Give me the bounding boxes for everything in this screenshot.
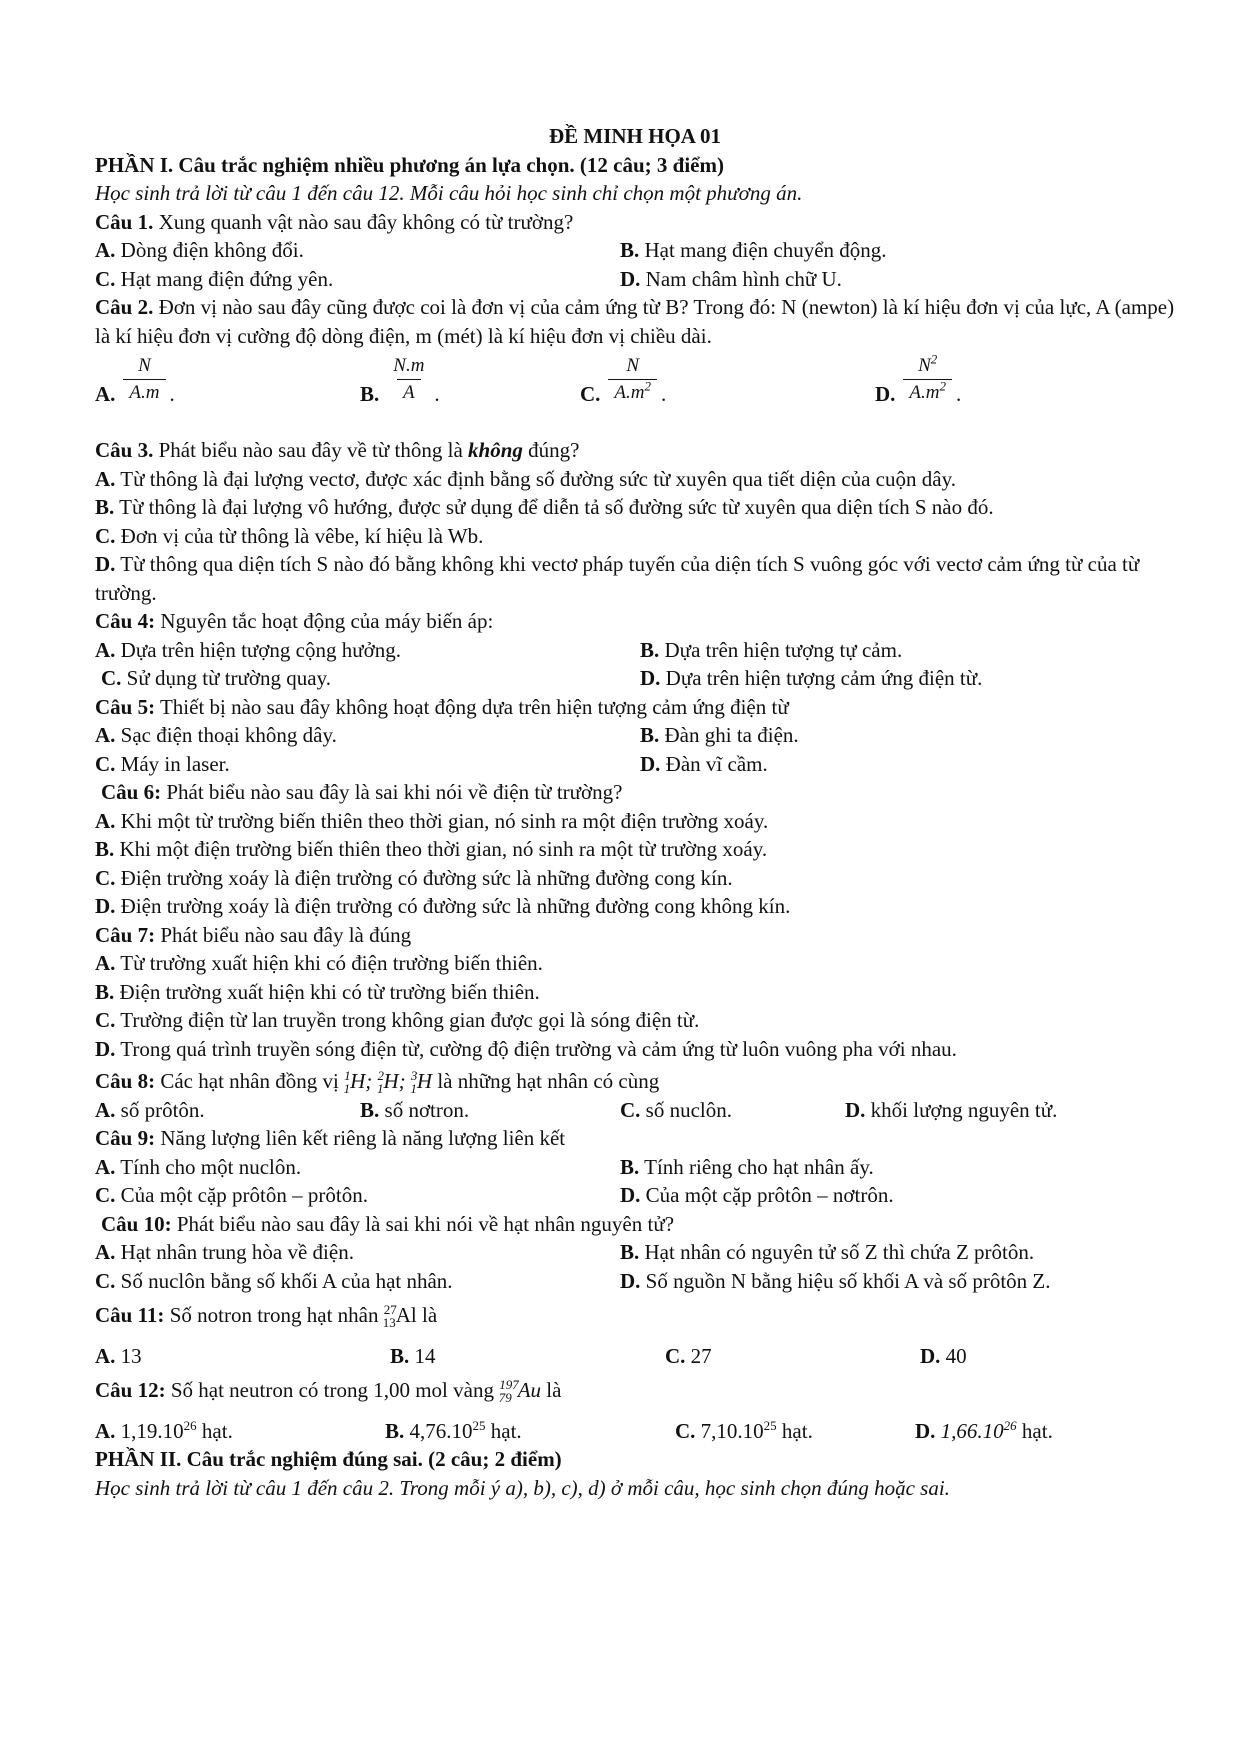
- option-text: 14: [414, 1343, 436, 1368]
- option-letter: C.: [620, 1097, 641, 1122]
- mass-number: 197: [499, 1377, 519, 1392]
- option-letter: B.: [620, 1240, 640, 1264]
- option-unit: hạt.: [776, 1418, 813, 1443]
- question-5: [95, 693, 1175, 722]
- question-9: [95, 1124, 1175, 1153]
- q12-option-b: [385, 1417, 675, 1446]
- option-text: Của một cặp prôtôn – prôtôn.: [120, 1183, 368, 1207]
- q1-options-row2: [95, 265, 1175, 294]
- question-emphasis: không: [468, 438, 523, 462]
- question-label: Câu 10:: [101, 1211, 172, 1236]
- option-exponent: 26: [183, 1417, 197, 1433]
- option-letter: D.: [620, 1268, 641, 1293]
- option-letter: A.: [95, 1240, 116, 1264]
- option-base: 1,66.10: [940, 1418, 1004, 1443]
- option-text: Dựa trên hiện tượng cảm ứng điện từ.: [665, 666, 983, 690]
- option-letter: C.: [95, 1183, 116, 1207]
- option-text: 27: [690, 1343, 712, 1368]
- q9-options-row1: [95, 1153, 1175, 1182]
- option-letter: B.: [360, 1097, 380, 1122]
- question-3: [95, 436, 1175, 465]
- q2-option-b: B. $\frac{N.m}{A}$ .: [360, 359, 580, 408]
- question-text-end: là: [546, 1378, 562, 1402]
- q5-option-c: [95, 750, 640, 779]
- option-letter: D.: [640, 666, 661, 690]
- option-letter: A.: [95, 951, 116, 975]
- option-text: Trường điện từ lan truyền trong không gian được gọi là sóng điện từ.: [120, 1008, 700, 1032]
- option-letter: C.: [95, 1008, 116, 1032]
- q5-option-a: [95, 721, 640, 750]
- question-label: Câu 12:: [95, 1378, 166, 1402]
- option-letter: D.: [95, 552, 116, 576]
- q1-option-a: [95, 236, 620, 265]
- q4-option-c: [95, 664, 640, 693]
- option-exponent: 25: [472, 1417, 486, 1433]
- option-text: Từ thông qua diện tích S nào đó bằng không khi vectơ pháp tuyến của diện tích S vuông góc với vectơ cảm ứng từ của từ trường.: [95, 552, 1140, 605]
- fraction: [123, 355, 165, 404]
- question-text: Số hạt neutron có trong 1,00 mol vàng: [165, 1378, 500, 1402]
- option-text: Số nuclôn bằng số khối A của hạt nhân.: [120, 1268, 453, 1293]
- q9-option-a: [95, 1153, 620, 1182]
- question-label: Câu 7:: [95, 922, 156, 947]
- separator: ;: [365, 1069, 373, 1093]
- option-letter: A.: [95, 238, 116, 262]
- q11-option-a: [95, 1342, 390, 1371]
- atomic-number: 79: [498, 1390, 512, 1406]
- mass-number: 27: [383, 1302, 397, 1317]
- option-text: Khi một điện trường biến thiên theo thời gian, nó sinh ra một từ trường xoáy.: [119, 837, 768, 861]
- q8-option-a: [95, 1096, 360, 1125]
- q8-options: [95, 1096, 1175, 1125]
- option-letter: D.: [845, 1097, 866, 1122]
- option-letter: B.: [390, 1343, 410, 1368]
- question-text: Năng lượng liên kết riêng là năng lượng liên kết: [155, 1126, 566, 1150]
- option-letter: D.: [620, 1183, 641, 1207]
- q10-option-a: [95, 1238, 620, 1267]
- atomic-number: 1: [410, 1081, 417, 1097]
- option-text: Trong quá trình truyền sóng điện từ, cường độ điện trường và cảm ứng từ luôn vuông pha với nhau.: [120, 1036, 957, 1061]
- question-12: [95, 1376, 1175, 1405]
- q6-option-b: [95, 835, 1175, 864]
- option-text: Hạt nhân trung hòa về điện.: [120, 1240, 354, 1264]
- q1-option-c: [95, 265, 620, 294]
- part1-instruction: Học sinh trả lời từ câu 1 đến câu 12. Mỗi câu hỏi học sinh chỉ chọn một phương án.: [95, 181, 803, 205]
- q3-option-c: [95, 522, 1175, 551]
- denominator-exponent: 2: [939, 378, 946, 394]
- numerator-exponent: 2: [930, 351, 938, 367]
- option-letter: C.: [665, 1343, 686, 1368]
- option-letter: A.: [95, 723, 116, 747]
- atomic-number: 13: [382, 1315, 396, 1331]
- mass-number: 2: [377, 1068, 384, 1083]
- element-symbol: Al: [395, 1303, 417, 1327]
- q7-option-c: [95, 1006, 1175, 1035]
- option-text: Số nguồn N bằng hiệu số khối A và số prôtôn Z.: [645, 1268, 1051, 1293]
- option-letter: B.: [95, 837, 115, 861]
- option-base: 4,76.10: [409, 1418, 473, 1443]
- question-text-end: là những hạt nhân có cùng: [437, 1069, 660, 1093]
- question-text-end: là: [416, 1303, 438, 1327]
- nuclide: [382, 1302, 417, 1331]
- option-text: 40: [945, 1343, 967, 1368]
- q11-option-c: [665, 1342, 920, 1371]
- question-6: [95, 778, 1175, 807]
- q10-options-row2: [95, 1267, 1175, 1296]
- question-text: Thiết bị nào sau đây không hoạt động dựa trên hiện tượng cảm ứng điện từ: [155, 694, 789, 719]
- option-letter: A.: [95, 381, 116, 406]
- question-text: Phát biểu nào sau đây là sai khi nói về điện từ trường?: [161, 780, 623, 804]
- option-letter: C.: [95, 523, 116, 548]
- option-text: Hạt nhân có nguyên tử số Z thì chứa Z prôtôn.: [644, 1240, 1035, 1264]
- question-1: [95, 208, 1175, 237]
- q4-options-row2: [95, 664, 1175, 693]
- option-text: Sạc điện thoại không dây.: [120, 723, 337, 747]
- question-text: Phát biểu nào sau đây là sai khi nói về hạt nhân nguyên tử?: [171, 1211, 675, 1236]
- option-letter: C.: [675, 1418, 696, 1443]
- option-letter: C.: [95, 865, 116, 890]
- option-letter: A.: [95, 1154, 116, 1179]
- option-letter: A.: [95, 1418, 116, 1443]
- question-text: Các hạt nhân đồng vị: [155, 1069, 345, 1093]
- option-text: Khi một từ trường biến thiên theo thời gian, nó sinh ra một điện trường xoáy.: [120, 808, 769, 833]
- q1-options-row1: [95, 236, 1175, 265]
- part2-heading: PHẦN II. Câu trắc nghiệm đúng sai. (2 câu; 2 điểm): [95, 1447, 562, 1471]
- question-label: Câu 5:: [95, 694, 156, 719]
- q3-option-d: [95, 550, 1175, 607]
- option-text: Dựa trên hiện tượng tự cảm.: [664, 637, 903, 662]
- part2-instruction: Học sinh trả lời từ câu 1 đến câu 2. Trong mỗi ý a), b), c), d) ở mỗi câu, học sinh chọn đúng hoặc sai.: [95, 1475, 950, 1500]
- option-letter: D.: [95, 1036, 116, 1061]
- question-text: Số notron trong hạt nhân: [164, 1303, 384, 1327]
- fraction: [387, 355, 430, 404]
- q9-options-row2: [95, 1181, 1175, 1210]
- element-symbol: H: [416, 1069, 433, 1093]
- option-letter: D.: [620, 266, 641, 291]
- denominator: A.m: [123, 379, 165, 404]
- question-label: Câu 6:: [101, 780, 162, 804]
- option-text: Dòng điện không đổi.: [120, 238, 304, 262]
- numerator: N: [138, 355, 151, 376]
- option-text: Đơn vị của từ thông là vêbe, kí hiệu là Wb.: [120, 523, 484, 548]
- numerator: N.m: [393, 355, 425, 376]
- option-letter: B.: [95, 495, 115, 519]
- q8-option-d: [845, 1096, 1057, 1125]
- q5-options-row1: [95, 721, 1175, 750]
- option-letter: D.: [640, 751, 661, 776]
- question-label: Câu 4:: [95, 609, 156, 633]
- question-text: Phát biểu nào sau đây là đúng: [155, 922, 412, 947]
- question-7: [95, 921, 1175, 950]
- q6-option-c: [95, 864, 1175, 893]
- question-label: Câu 3.: [95, 438, 154, 462]
- fraction: [608, 355, 657, 404]
- option-letter: D.: [875, 381, 896, 406]
- part1-heading: PHẦN I. Câu trắc nghiệm nhiều phương án lựa chọn. (12 câu; 3 điểm): [95, 152, 724, 177]
- mass-number: 3: [410, 1068, 418, 1083]
- denominator: A: [397, 379, 421, 404]
- q10-option-b: [620, 1238, 1034, 1267]
- q11-option-b: [390, 1342, 665, 1371]
- option-letter: C.: [580, 381, 601, 406]
- option-exponent: 25: [763, 1417, 777, 1433]
- option-text: Đàn vĩ cầm.: [665, 751, 768, 776]
- option-text: Từ thông là đại lượng vô hướng, được sử dụng để diễn tả số đường sức từ xuyên qua diện tích S nào đó.: [119, 495, 994, 519]
- option-text: Của một cặp prôtôn – nơtrôn.: [645, 1183, 894, 1207]
- exam-page: [95, 122, 1175, 1502]
- q11-option-d: [920, 1342, 967, 1371]
- fraction: [903, 351, 952, 404]
- q1-option-b: [620, 236, 887, 265]
- option-text: Đàn ghi ta điện.: [664, 723, 799, 747]
- option-letter: A.: [95, 466, 116, 491]
- option-text: số prôtôn.: [120, 1097, 205, 1122]
- q10-option-c: [95, 1267, 620, 1296]
- option-text: Hạt mang điện đứng yên.: [120, 266, 334, 291]
- q9-option-d: [620, 1181, 894, 1210]
- denominator-base: A.m: [909, 382, 940, 403]
- element-symbol: H: [350, 1069, 366, 1093]
- q12-option-a: [95, 1417, 385, 1446]
- denominator-base: A.m: [614, 382, 645, 403]
- q5-option-d: [640, 750, 768, 779]
- atomic-number: 1: [343, 1081, 351, 1097]
- option-text: số nuclôn.: [645, 1097, 732, 1122]
- option-text: Hạt mang điện chuyển động.: [644, 238, 887, 262]
- q10-option-d: [620, 1267, 1051, 1296]
- q2-option-d: D. $\frac{N^2}{A.m^2}$ .: [875, 359, 961, 408]
- question-label: Câu 11:: [95, 1303, 165, 1327]
- q5-options-row2: [95, 750, 1175, 779]
- option-letter: B.: [385, 1418, 405, 1443]
- question-text: Phát biểu nào sau đây về từ thông là: [153, 438, 469, 462]
- q1-option-d: [620, 265, 842, 294]
- option-exponent: 26: [1003, 1417, 1017, 1433]
- option-text: Sử dụng từ trường quay.: [126, 666, 331, 690]
- option-letter: D.: [920, 1343, 941, 1368]
- question-4: [95, 607, 1175, 636]
- q5-option-b: [640, 721, 799, 750]
- question-text: Đơn vị nào sau đây cũng được coi là đơn vị của cảm ứng từ B? Trong đó: N (newton) là kí hiệu đơn vị của lực, A (ampe) là kí hiệu đơn vị cường độ dòng điện, m (mét) là kí hiệu đơn vị chiều dài.: [95, 295, 1175, 348]
- option-letter: B.: [95, 979, 115, 1004]
- question-label: Câu 2.: [95, 295, 154, 319]
- option-letter: D.: [915, 1418, 936, 1443]
- option-letter: B.: [360, 381, 380, 406]
- option-letter: A.: [95, 808, 116, 833]
- option-base: 7,10.10: [700, 1418, 764, 1443]
- mass-number: 1: [344, 1068, 351, 1083]
- option-unit: hạt.: [485, 1418, 522, 1443]
- option-letter: C.: [95, 751, 116, 776]
- option-letter: B.: [620, 238, 640, 262]
- denominator: [903, 379, 952, 404]
- option-letter: A.: [95, 1097, 116, 1122]
- q3-option-a: [95, 465, 1175, 494]
- option-letter: D.: [95, 894, 116, 918]
- q7-option-a: [95, 949, 1175, 978]
- question-label: Câu 9:: [95, 1126, 156, 1150]
- q3-option-b: [95, 493, 1175, 522]
- option-text: số nơtron.: [384, 1097, 470, 1122]
- option-letter: C.: [95, 1268, 116, 1293]
- option-text: Điện trường xuất hiện khi có từ trường biến thiên.: [119, 979, 540, 1004]
- question-text: Xung quanh vật nào sau đây không có từ trường?: [153, 209, 574, 234]
- q8-option-b: [360, 1096, 620, 1125]
- q4-option-b: [640, 636, 902, 665]
- option-text: Điện trường xoáy là điện trường có đường sức là những đường cong không kín.: [120, 894, 791, 918]
- option-text: Từ trường xuất hiện khi có điện trường biến thiên.: [120, 951, 543, 975]
- q2-options: [95, 351, 1175, 408]
- option-letter: B.: [620, 1154, 640, 1179]
- q10-options-row1: [95, 1238, 1175, 1267]
- option-text: Tính cho một nuclôn.: [120, 1154, 302, 1179]
- option-text: khối lượng nguyên tử.: [870, 1097, 1058, 1122]
- option-text: Nam châm hình chữ U.: [645, 266, 842, 291]
- q4-options-row1: [95, 636, 1175, 665]
- q12-options: [95, 1417, 1175, 1446]
- option-text: Từ thông là đại lượng vectơ, được xác định bằng số đường sức từ xuyên qua tiết diện của cuộn dây.: [120, 466, 956, 491]
- question-11: [95, 1301, 1175, 1330]
- q2-option-a: A. $\frac{N}{A.m}$ .: [95, 359, 360, 408]
- exam-title: ĐỀ MINH HỌA 01: [548, 124, 722, 148]
- question-10: [95, 1210, 1175, 1239]
- q11-options: [95, 1342, 1175, 1371]
- option-text: 13: [120, 1343, 142, 1368]
- q12-option-c: [675, 1417, 915, 1446]
- numerator: [912, 351, 943, 379]
- q7-option-d: [95, 1035, 1175, 1064]
- option-letter: A.: [95, 1343, 116, 1368]
- atomic-number: 1: [376, 1081, 384, 1097]
- denominator-exponent: 2: [644, 378, 651, 394]
- option-letter: C.: [101, 666, 122, 690]
- option-letter: B.: [640, 723, 660, 747]
- q8-option-c: [620, 1096, 845, 1125]
- isotope-list: [343, 1068, 433, 1097]
- option-unit: hạt.: [196, 1418, 233, 1443]
- option-letter: C.: [95, 266, 116, 291]
- q6-option-d: [95, 892, 1175, 921]
- q7-option-b: [95, 978, 1175, 1007]
- option-text: Dựa trên hiện tượng cộng hưởng.: [120, 637, 401, 662]
- option-letter: A.: [95, 637, 116, 662]
- option-text: Máy in laser.: [120, 751, 230, 776]
- question-text: Nguyên tắc hoạt động của máy biến áp:: [155, 609, 494, 633]
- denominator: [608, 379, 657, 404]
- q9-option-b: [620, 1153, 874, 1182]
- option-text: Tính riêng cho hạt nhân ấy.: [644, 1154, 874, 1179]
- q9-option-c: [95, 1181, 620, 1210]
- question-8: [95, 1067, 1175, 1096]
- nuclide: [498, 1377, 542, 1406]
- element-symbol: H: [383, 1069, 399, 1093]
- question-label: Câu 1.: [95, 209, 154, 234]
- q6-option-a: [95, 807, 1175, 836]
- separator: ;: [398, 1069, 406, 1093]
- question-text-end: đúng?: [522, 438, 580, 462]
- q4-option-d: [640, 664, 982, 693]
- q2-option-c: C. $\frac{N}{A.m^2}$ .: [580, 359, 875, 408]
- question-2: [95, 293, 1175, 350]
- numerator: N: [626, 355, 640, 376]
- q4-option-a: [95, 636, 640, 665]
- question-label: Câu 8:: [95, 1069, 156, 1093]
- q12-option-d: [915, 1417, 1053, 1446]
- option-unit: hạt.: [1016, 1418, 1053, 1443]
- option-letter: B.: [640, 637, 660, 662]
- option-text: Điện trường xoáy là điện trường có đường sức là những đường cong kín.: [120, 865, 733, 890]
- numerator-base: N: [918, 355, 931, 376]
- element-symbol: Au: [517, 1378, 542, 1402]
- option-base: 1,19.10: [120, 1418, 184, 1443]
